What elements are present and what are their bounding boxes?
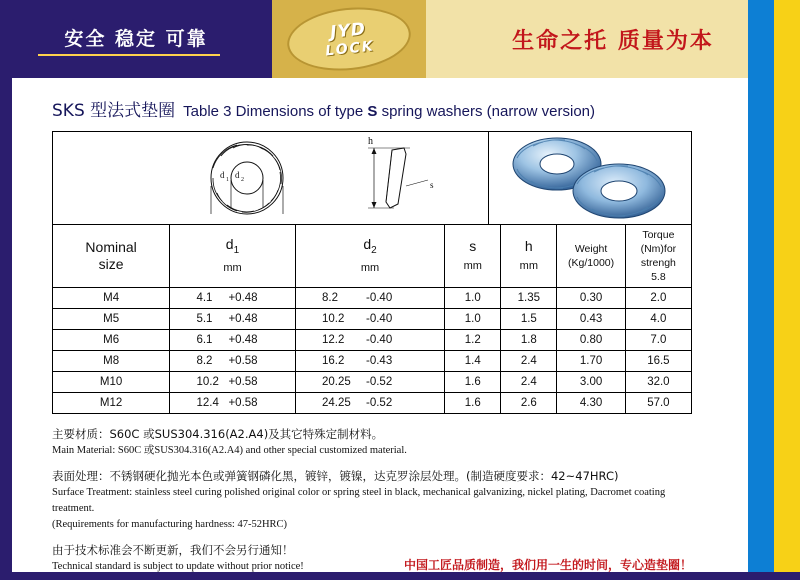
cell-d1 [170, 372, 296, 393]
notes-section [52, 426, 692, 575]
cell-d1-value: 4.1 [196, 292, 213, 304]
brand-logo [272, 0, 426, 78]
cell-s: 1.6 [445, 372, 501, 393]
cell-d1-value: 6.1 [196, 334, 213, 346]
cell-d1 [170, 351, 296, 372]
col-header-weight-line1: Weight [574, 242, 608, 255]
col-header-d1-unit: mm [223, 261, 242, 274]
col-header-d2-sub: 2 [371, 244, 377, 256]
col-header-weight-line2: (Kg/1000) [568, 257, 615, 269]
header-left-panel [0, 0, 272, 78]
cell-d2 [295, 372, 445, 393]
right-edge-yellow-bar [774, 78, 800, 580]
note-material-cn: 主要材质：S60C 或SUS304.316(A2.A4)及其它特殊定制材料。 [52, 427, 384, 441]
header-right-panel [426, 0, 800, 78]
col-header-d1 [170, 225, 296, 288]
header-right-slogan: 生命之托 质量为本 [512, 28, 714, 54]
logo-ellipse-icon [284, 2, 414, 77]
col-header-d2-letter: d [363, 235, 372, 252]
cell-d2-tol: -0.43 [366, 355, 393, 367]
table-row [53, 351, 692, 372]
col-header-torque-line2: (Nm)for strengh [640, 242, 677, 269]
diagram-product-photo [488, 132, 691, 224]
cell-d2-tol: -0.40 [366, 313, 393, 325]
cell-weight: 0.80 [557, 330, 625, 351]
col-header-nominal-line1: Nominal [85, 238, 137, 255]
cell-weight: 3.00 [557, 372, 625, 393]
right-edge-blue-bar [748, 78, 774, 580]
washer-cross-section-drawing [172, 132, 488, 224]
cell-d2-tol: -0.52 [366, 397, 393, 409]
cell-size: M6 [53, 330, 170, 351]
page-title-cn: SKS 型法式垫圈 [52, 101, 176, 121]
table-row [53, 330, 692, 351]
col-header-d1-main [170, 236, 295, 257]
cell-s: 1.4 [445, 351, 501, 372]
table-header-row [53, 225, 692, 288]
logo-top-text: JYD [329, 18, 367, 43]
cell-d1-value: 8.2 [196, 355, 213, 367]
note-update-en: Technical standard is subject to update without prior notice! [52, 560, 304, 572]
svg-text:1: 1 [225, 177, 229, 183]
cell-torque: 7.0 [625, 330, 691, 351]
page-title-en [183, 103, 595, 120]
cell-h: 2.4 [501, 372, 557, 393]
cell-d2 [295, 351, 445, 372]
cell-d2-value: 24.25 [322, 397, 351, 409]
cell-d2-value: 8.2 [322, 292, 339, 304]
cell-d1-value: 12.4 [196, 397, 219, 409]
col-header-s [445, 225, 501, 288]
table-row [53, 309, 692, 330]
col-header-torque-line3: 5.8 [651, 271, 666, 284]
col-header-weight [557, 225, 625, 288]
col-header-d2-unit: mm [360, 261, 380, 274]
cell-s: 1.2 [445, 330, 501, 351]
table-header [53, 225, 692, 288]
col-header-h [501, 225, 557, 288]
cell-d1 [170, 330, 296, 351]
cell-d1-tol: +0.58 [228, 376, 258, 388]
cell-torque: 4.0 [625, 309, 691, 330]
specification-table [52, 224, 692, 414]
cell-d2-tol: -0.52 [366, 376, 393, 388]
col-header-s-unit: mm [463, 260, 482, 273]
cell-d2 [295, 309, 445, 330]
header-left-slogan: 安全 稳定 可靠 [64, 27, 208, 50]
cell-h: 1.5 [501, 309, 557, 330]
col-header-torque [625, 225, 691, 288]
note-surface-cn: 表面处理：不锈钢硬化抛光本色或弹簧钢磷化黑，镀锌，镀镍，达克罗涂层处理。(制造硬度要求：42~47HRC) [52, 469, 619, 483]
header-yellow-stripe [774, 0, 800, 78]
cell-torque: 32.0 [625, 372, 691, 393]
diagram-strip [52, 131, 692, 224]
cell-torque: 16.5 [625, 351, 691, 372]
page-title-en-prefix: Table 3 Dimensions of type [183, 103, 368, 120]
svg-text:s: s [429, 180, 434, 190]
svg-text:2: 2 [240, 177, 244, 183]
col-header-d1-sub: 1 [233, 244, 240, 256]
col-header-nominal-line2: size [98, 256, 124, 272]
logo-bottom-text: LOCK [324, 37, 376, 59]
cell-d2-value: 10.2 [322, 313, 345, 325]
note-update-cn: 由于技术标准会不断更新，我们不会另行通知！ [52, 542, 294, 557]
col-header-torque-line1: Torque [642, 228, 675, 241]
note-surface-en: Surface Treatment: stainless steel curing polished original color or spring steel in black, mechanical galvanizing, nickel plating, Dacromet coating treatment. [52, 487, 666, 514]
cell-weight: 0.43 [557, 309, 625, 330]
cell-h: 2.6 [501, 393, 557, 414]
col-header-h-main: h [524, 237, 533, 254]
page-title-en-suffix: spring washers (narrow version) [377, 103, 595, 120]
cell-size: M5 [53, 309, 170, 330]
header-blue-stripe [748, 0, 774, 78]
cell-s: 1.0 [445, 288, 501, 309]
cell-d1-tol: +0.58 [228, 355, 258, 367]
cell-d1 [170, 393, 296, 414]
table-row [53, 393, 692, 414]
cell-h: 2.4 [501, 351, 557, 372]
notes-footer [52, 542, 692, 575]
cell-d2 [295, 393, 445, 414]
cell-s: 1.0 [445, 309, 501, 330]
washer-photo-illustration [491, 134, 689, 222]
footer-slogan: 中国工匠品质制造，我们用一生的时间，专心造垫圈！ [403, 557, 692, 572]
page-title-en-bold: S [367, 103, 378, 120]
cell-s: 1.6 [445, 393, 501, 414]
document-content [52, 96, 692, 575]
cell-d2 [295, 330, 445, 351]
page-title [52, 96, 692, 121]
col-header-d2-main [296, 236, 445, 257]
table-row [53, 288, 692, 309]
cell-torque: 57.0 [625, 393, 691, 414]
cell-weight: 0.30 [557, 288, 625, 309]
cell-d2 [295, 288, 445, 309]
svg-text:d: d [219, 170, 225, 180]
note-material [52, 426, 692, 459]
cell-d2-tol: -0.40 [366, 334, 393, 346]
cell-torque: 2.0 [625, 288, 691, 309]
cell-d1-value: 5.1 [196, 313, 213, 325]
cell-weight: 1.70 [557, 351, 625, 372]
cell-d1-tol: +0.58 [228, 397, 258, 409]
page-header [0, 0, 800, 78]
cell-d2-value: 20.25 [322, 376, 351, 388]
col-header-d1-letter: d [225, 235, 234, 252]
col-header-nominal-size [53, 225, 170, 288]
cell-h: 1.8 [501, 330, 557, 351]
svg-text:d: d [234, 170, 240, 180]
table-row [53, 372, 692, 393]
table-body [53, 288, 692, 414]
diagram-spacer-left [53, 132, 171, 224]
left-edge-bar [0, 78, 12, 580]
col-header-h-unit: mm [519, 260, 538, 273]
note-update [52, 542, 304, 575]
note-material-en: Main Material: S60C 或SUS304.316(A2.A4) and other special customized material. [52, 445, 407, 457]
cell-d1-value: 10.2 [196, 376, 219, 388]
cell-size: M4 [53, 288, 170, 309]
cell-d2-value: 16.2 [322, 355, 345, 367]
cell-size: M12 [53, 393, 170, 414]
cell-d1-tol: +0.48 [228, 313, 258, 325]
cell-d1-tol: +0.48 [228, 334, 258, 346]
note-surface-en2: (Requirements for manufacturing hardness: 47-52HRC) [52, 518, 288, 530]
cell-d1 [170, 288, 296, 309]
cell-d1-tol: +0.48 [228, 292, 258, 304]
cell-d2-value: 12.2 [322, 334, 345, 346]
header-left-underline [38, 54, 220, 56]
cell-d1 [170, 309, 296, 330]
cell-d2-tol: -0.40 [366, 292, 393, 304]
cell-weight: 4.30 [557, 393, 625, 414]
cell-h: 1.35 [501, 288, 557, 309]
cell-size: M8 [53, 351, 170, 372]
diagram-technical-drawing [171, 132, 489, 224]
col-header-s-main: s [469, 237, 477, 254]
cell-size: M10 [53, 372, 170, 393]
svg-text:h: h [367, 136, 373, 147]
note-surface [52, 468, 692, 533]
col-header-d2 [295, 225, 445, 288]
